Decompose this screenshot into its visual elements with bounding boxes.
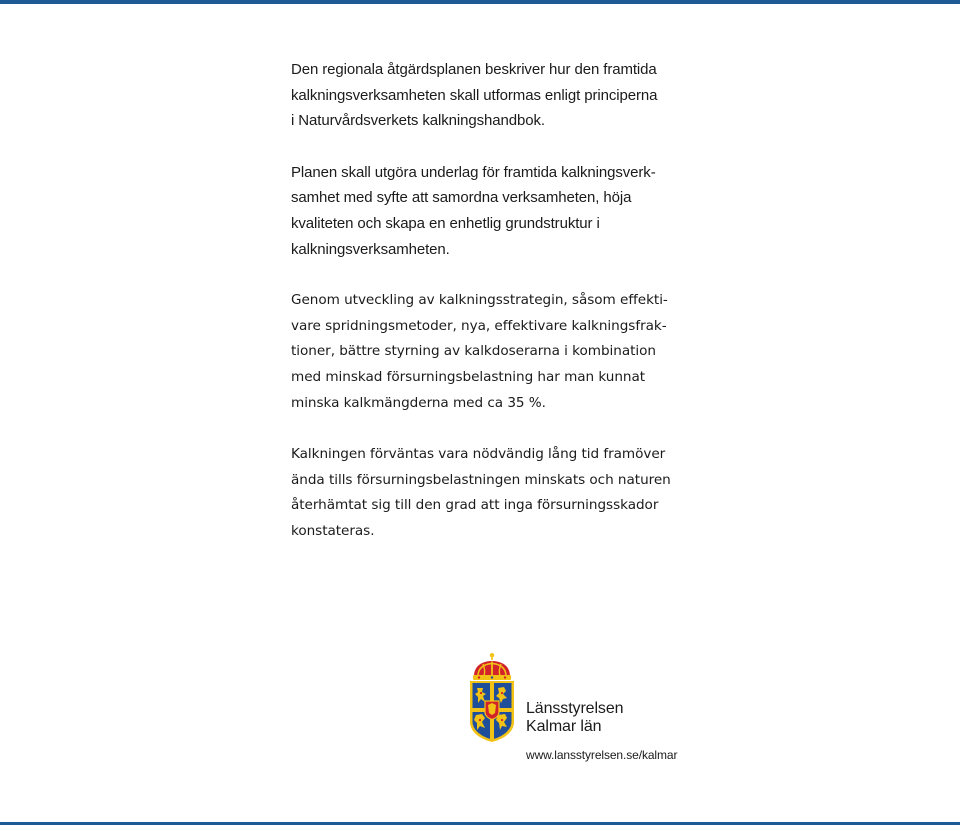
organization-name-line-2: Kalmar län (526, 718, 602, 735)
paragraph-line: med minskad försurningsbelastning har man kunnat (291, 368, 646, 385)
paragraph-line: samhet med syfte att samordna verksamheten, höja (291, 189, 632, 207)
paragraph-line: tioner, bättre styrning av kalkdoserarna i kombination (291, 343, 656, 360)
paragraph-line: återhämtat sig till den grad att inga försurningsskador (291, 497, 659, 514)
paragraph-line: i Naturvårdsverkets kalkningshandbok. (291, 112, 545, 130)
organization-name (526, 700, 623, 736)
paragraph-line: konstateras. (291, 522, 375, 539)
crown-icon (473, 653, 511, 680)
organization-name-line-1: Länsstyrelsen (526, 700, 624, 717)
paragraph-line: kvaliteten och skapa en enhetlig grundstruktur i (291, 214, 600, 232)
paragraph-line: Den regionala åtgärdsplanen beskriver hur den framtida (291, 61, 657, 78)
document-body (291, 57, 691, 571)
paragraph-line: kalkningsverksamheten skall utformas enligt principerna (291, 86, 658, 104)
paragraph-line: minska kalkmängderna med ca 35 %. (291, 394, 546, 411)
paragraph-1 (291, 57, 691, 134)
paragraph-line: vare spridningsmetoder, nya, effektivare kalkningsfrak- (291, 317, 667, 334)
paragraph-line: ända tills försurningsbelastningen minskats och naturen (291, 471, 671, 488)
coat-of-arms-icon (468, 652, 516, 744)
paragraph-3 (291, 288, 691, 416)
paragraph-4 (291, 442, 691, 544)
paragraph-line: Kalkningen förväntas vara nödvändig lång tid framöver (291, 446, 666, 463)
lansstyrelsen-logo (468, 652, 698, 772)
top-accent-bar (0, 0, 960, 4)
paragraph-line: Planen skall utgöra underlag för framtida kalkningsverk- (291, 163, 656, 181)
paragraph-line: Genom utveckling av kalkningsstrategin, såsom effekti- (291, 292, 668, 309)
paragraph-line: kalkningsverksamheten. (291, 240, 450, 258)
paragraph-2 (291, 160, 691, 262)
organization-url: www.lansstyrelsen.se/kalmar (526, 748, 678, 762)
